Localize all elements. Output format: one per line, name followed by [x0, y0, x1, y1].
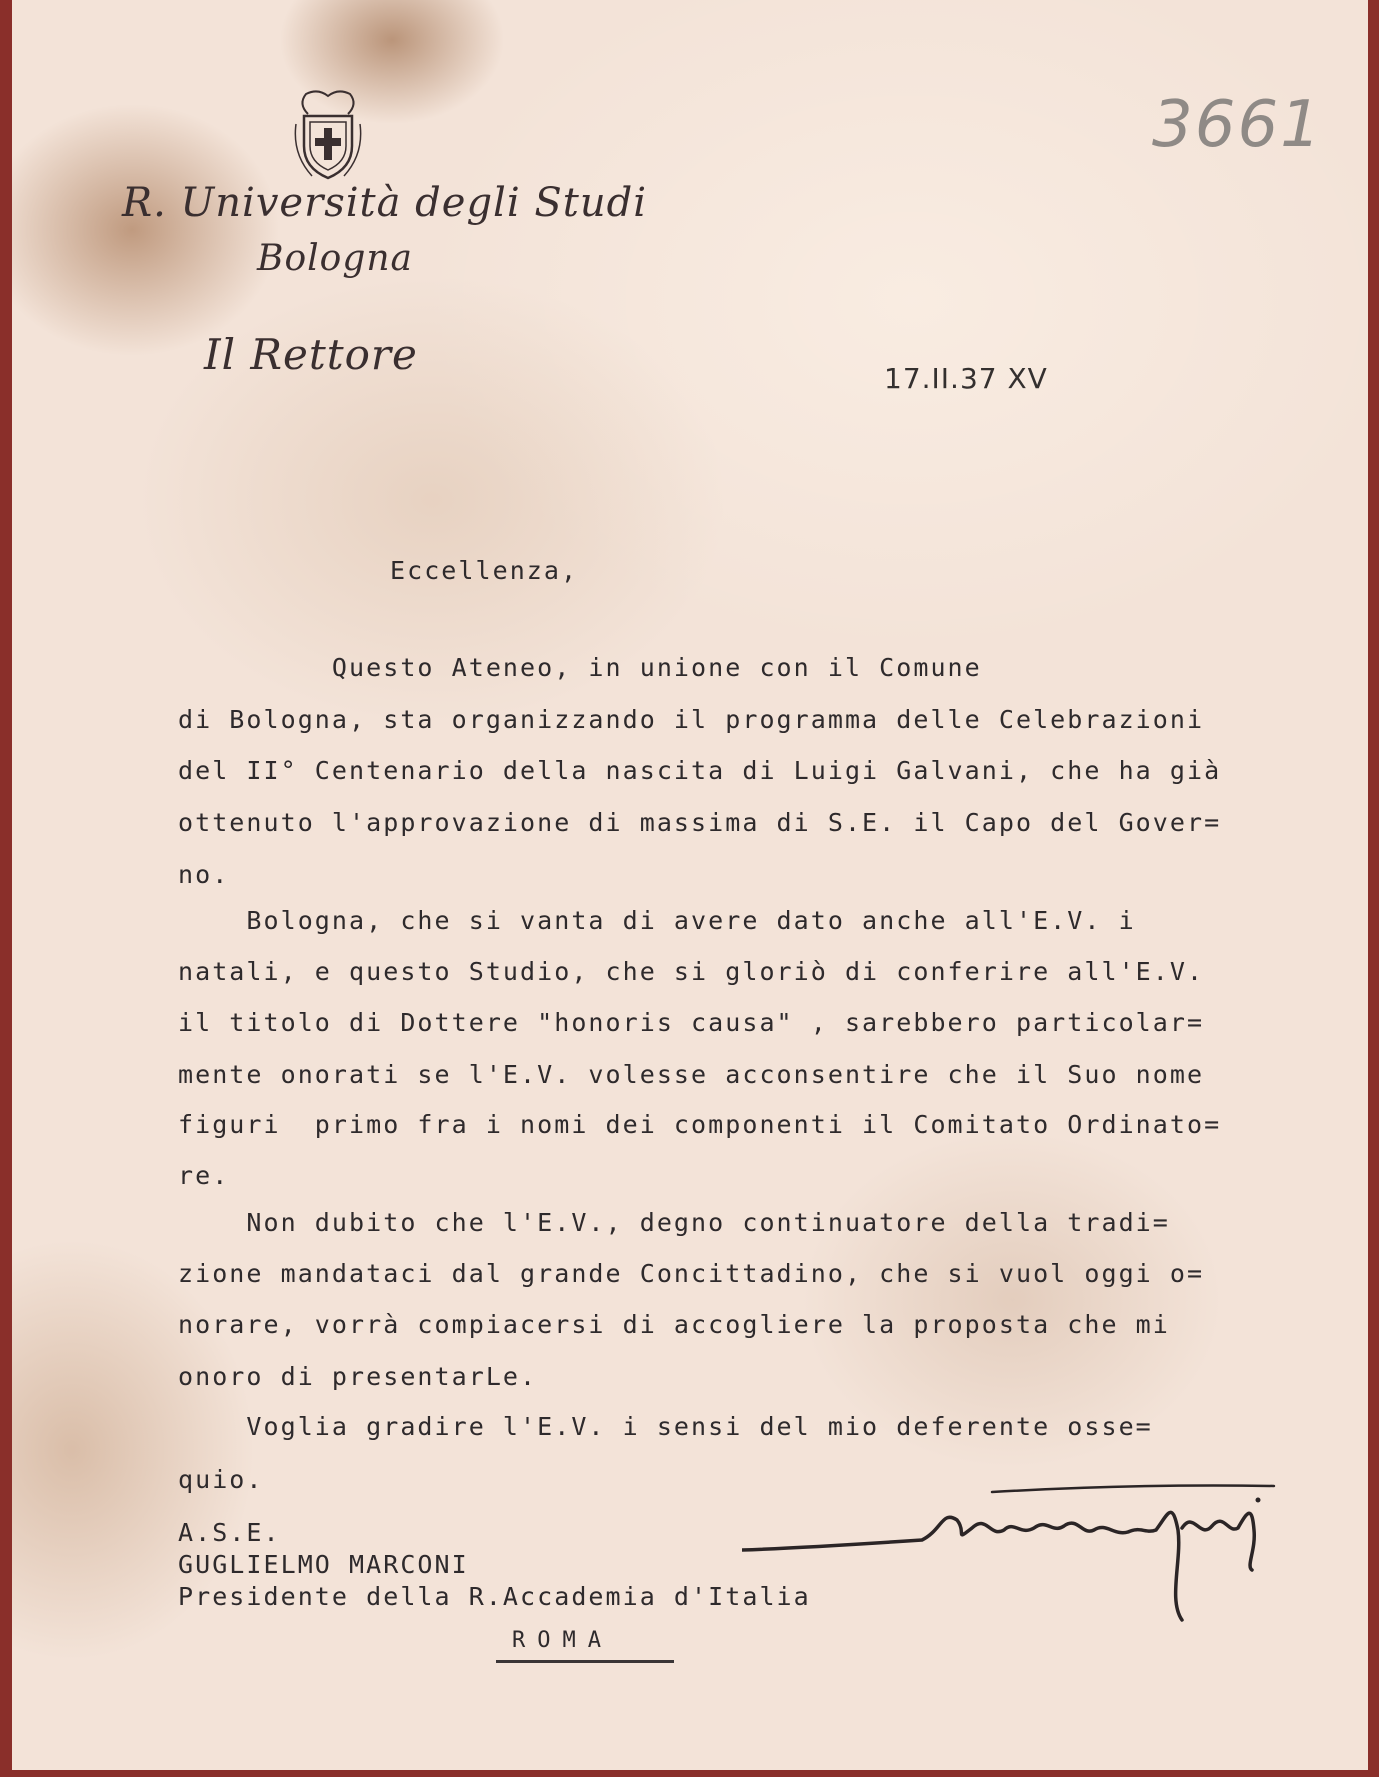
office-title: Il Rettore: [204, 330, 418, 379]
city-underline: [496, 1660, 674, 1663]
body-line: mente onorati se l'E.V. volesse acconsentire che il Suo nome: [178, 1060, 1205, 1089]
body-line: quio.: [178, 1465, 264, 1494]
body-line: onoro di presentarLe.: [178, 1362, 538, 1391]
institution-name: R. Università degli Studi: [122, 180, 647, 226]
institution-city: Bologna: [257, 238, 414, 279]
recipient-city: ROMA: [512, 1628, 613, 1653]
letter-date: 17.II.37 XV: [884, 362, 1048, 395]
body-line: ottenuto l'approvazione di massima di S.E. il Capo del Gover=: [178, 808, 1222, 837]
body-line: Non dubito che l'E.V., degno continuatore della tradi=: [178, 1208, 1170, 1237]
body-line: figuri primo fra i nomi dei componenti il Comitato Ordinato=: [178, 1110, 1222, 1139]
body-line: no.: [178, 860, 230, 889]
body-line: norare, vorrà compiacersi di accogliere la proposta che mi: [178, 1310, 1170, 1339]
body-line: del II° Centenario della nascita di Luigi Galvani, che ha già: [178, 756, 1222, 785]
salutation: Eccellenza,: [390, 556, 579, 585]
body-line: Bologna, che si vanta di avere dato anche all'E.V. i: [178, 906, 1136, 935]
rector-signature: [742, 1470, 1282, 1630]
body-line: Voglia gradire l'E.V. i sensi del mio deferente osse=: [178, 1412, 1153, 1441]
recipient-title: A.S.E.: [178, 1518, 281, 1547]
letter-sheet: [12, 0, 1368, 1770]
recipient-position: Presidente della R.Accademia d'Italia: [178, 1582, 811, 1611]
recipient-name: GUGLIELMO MARCONI: [178, 1550, 469, 1579]
archive-number: 3661: [1152, 88, 1323, 162]
body-line: Questo Ateneo, in unione con il Comune: [178, 653, 982, 682]
body-line: re.: [178, 1161, 230, 1190]
body-line: il titolo di Dottere "honoris causa" , sarebbero particolar=: [178, 1008, 1205, 1037]
body-line: zione mandataci dal grande Concittadino, che si vuol oggi o=: [178, 1259, 1205, 1288]
coat-of-arms-icon: [288, 84, 368, 184]
body-line: di Bologna, sta organizzando il programma delle Celebrazioni: [178, 705, 1205, 734]
body-line: natali, e questo Studio, che si gloriò di conferire all'E.V.: [178, 957, 1205, 986]
